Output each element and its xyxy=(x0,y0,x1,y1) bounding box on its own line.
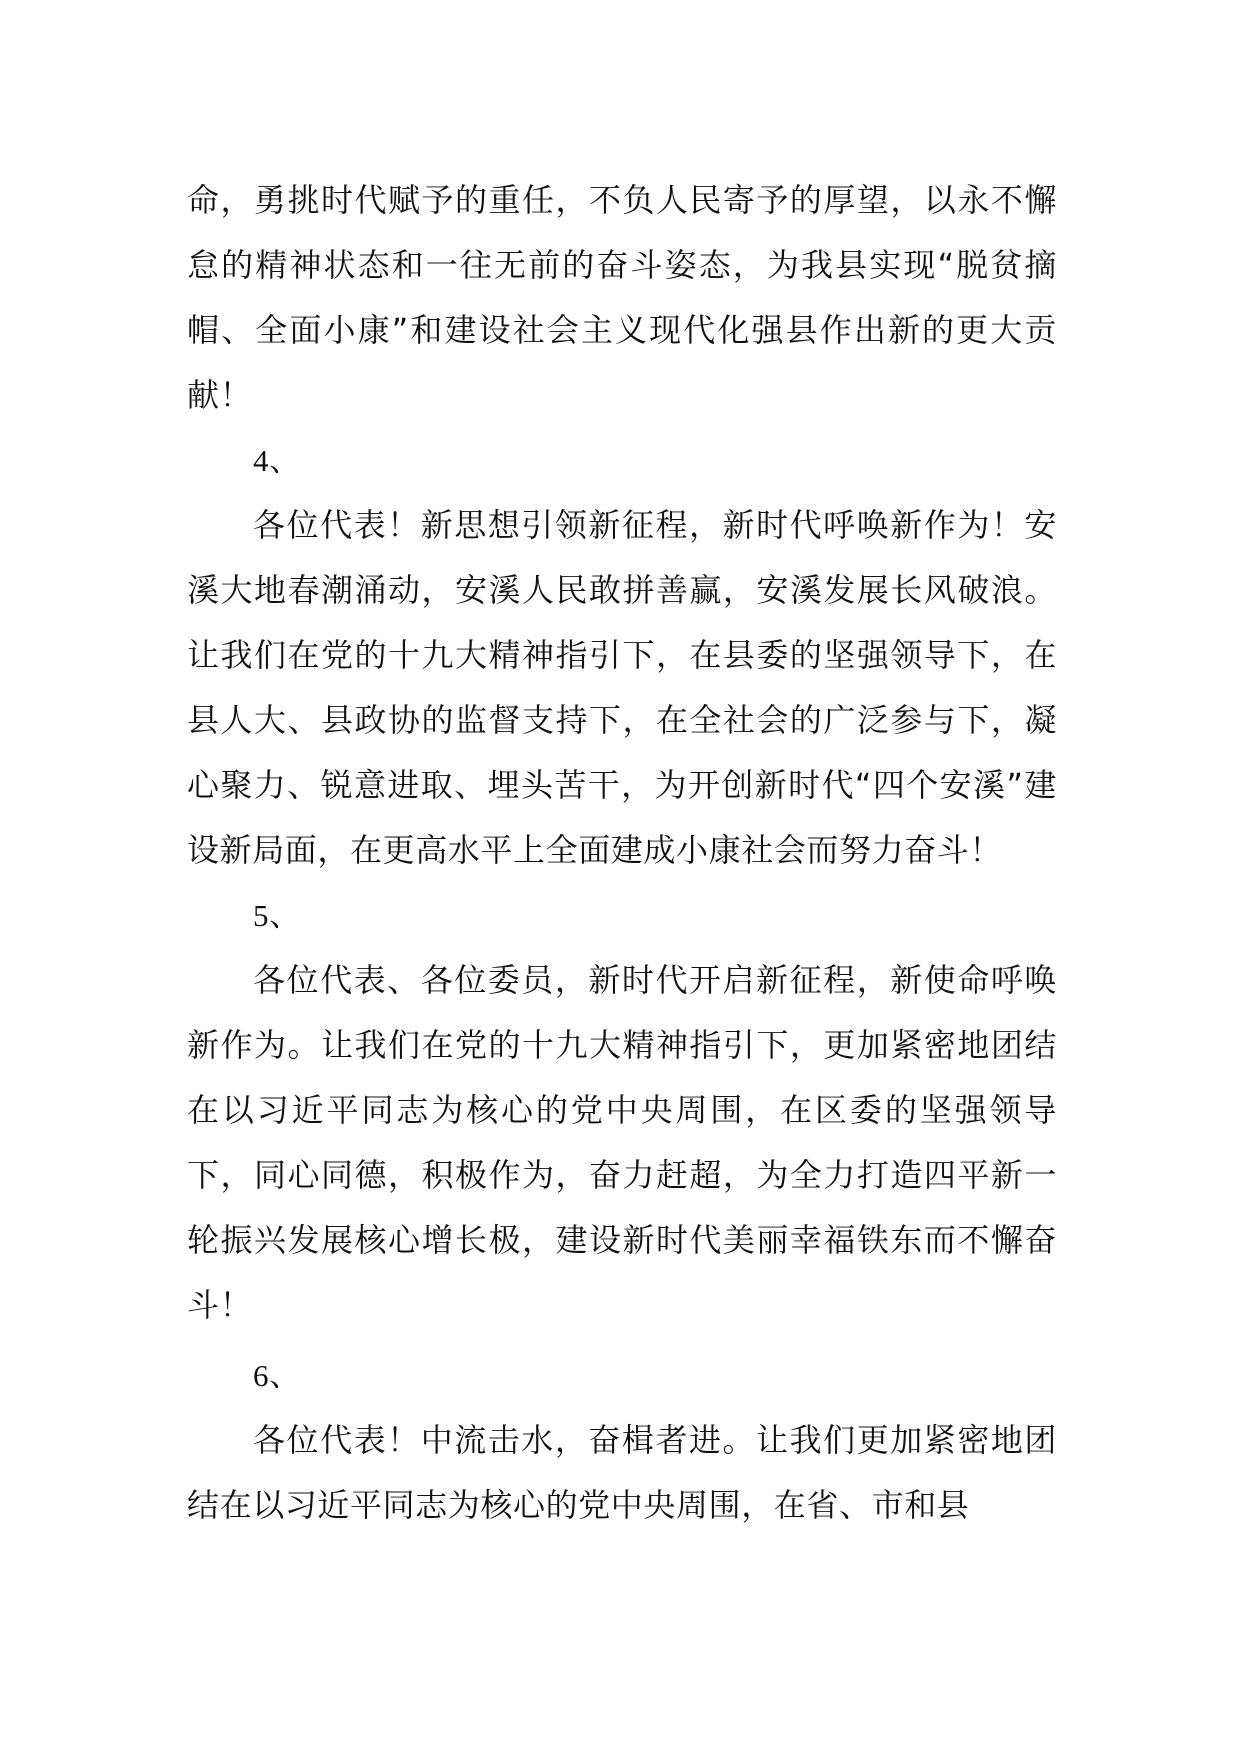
paragraph-item-6: 各位代表！中流击水，奋楫者进。让我们更加紧密地团结在以习近平同志为核心的党中央周围，在省、市和县 xyxy=(187,1421,1057,1524)
document-body xyxy=(187,168,1057,1538)
item-number-4: 4、 xyxy=(253,443,301,478)
paragraph-item-5: 各位代表、各位委员，新时代开启新征程，新使命呼唤新作为。让我们在党的十九大精神指引下，更加紧密地团结在以习近平同志为核心的党中央周围，在区委的坚强领导下，同心同德，积极作为，奋力赶超，为全力打造四平新一轮振兴发展核心增长极，建设新时代美丽幸福铁东而不懈奋斗！ xyxy=(187,961,1057,1324)
paragraph-closing-3: 命，勇挑时代赋予的重任，不负人民寄予的厚望，以永不懈怠的精神状态和一往无前的奋斗姿态，为我县实现“脱贫摘帽、全面小康”和建设社会主义现代化强县作出新的更大贡献！ xyxy=(187,181,1057,414)
paragraph-item-4: 各位代表！新思想引领新征程，新时代呼唤新作为！安溪大地春潮涌动，安溪人民敢拼善赢，安溪发展长风破浪。让我们在党的十九大精神指引下，在县委的坚强领导下，在县人大、县政协的监督支持下，在全社会的广泛参与下，凝心聚力、锐意进取、埋头苦干，为开创新时代“四个安溪”建设新局面，在更高水平上全面建成小康社会而努力奋斗！ xyxy=(187,506,1057,869)
item-number-6: 6、 xyxy=(253,1358,301,1393)
item-number-5: 5、 xyxy=(253,898,301,933)
